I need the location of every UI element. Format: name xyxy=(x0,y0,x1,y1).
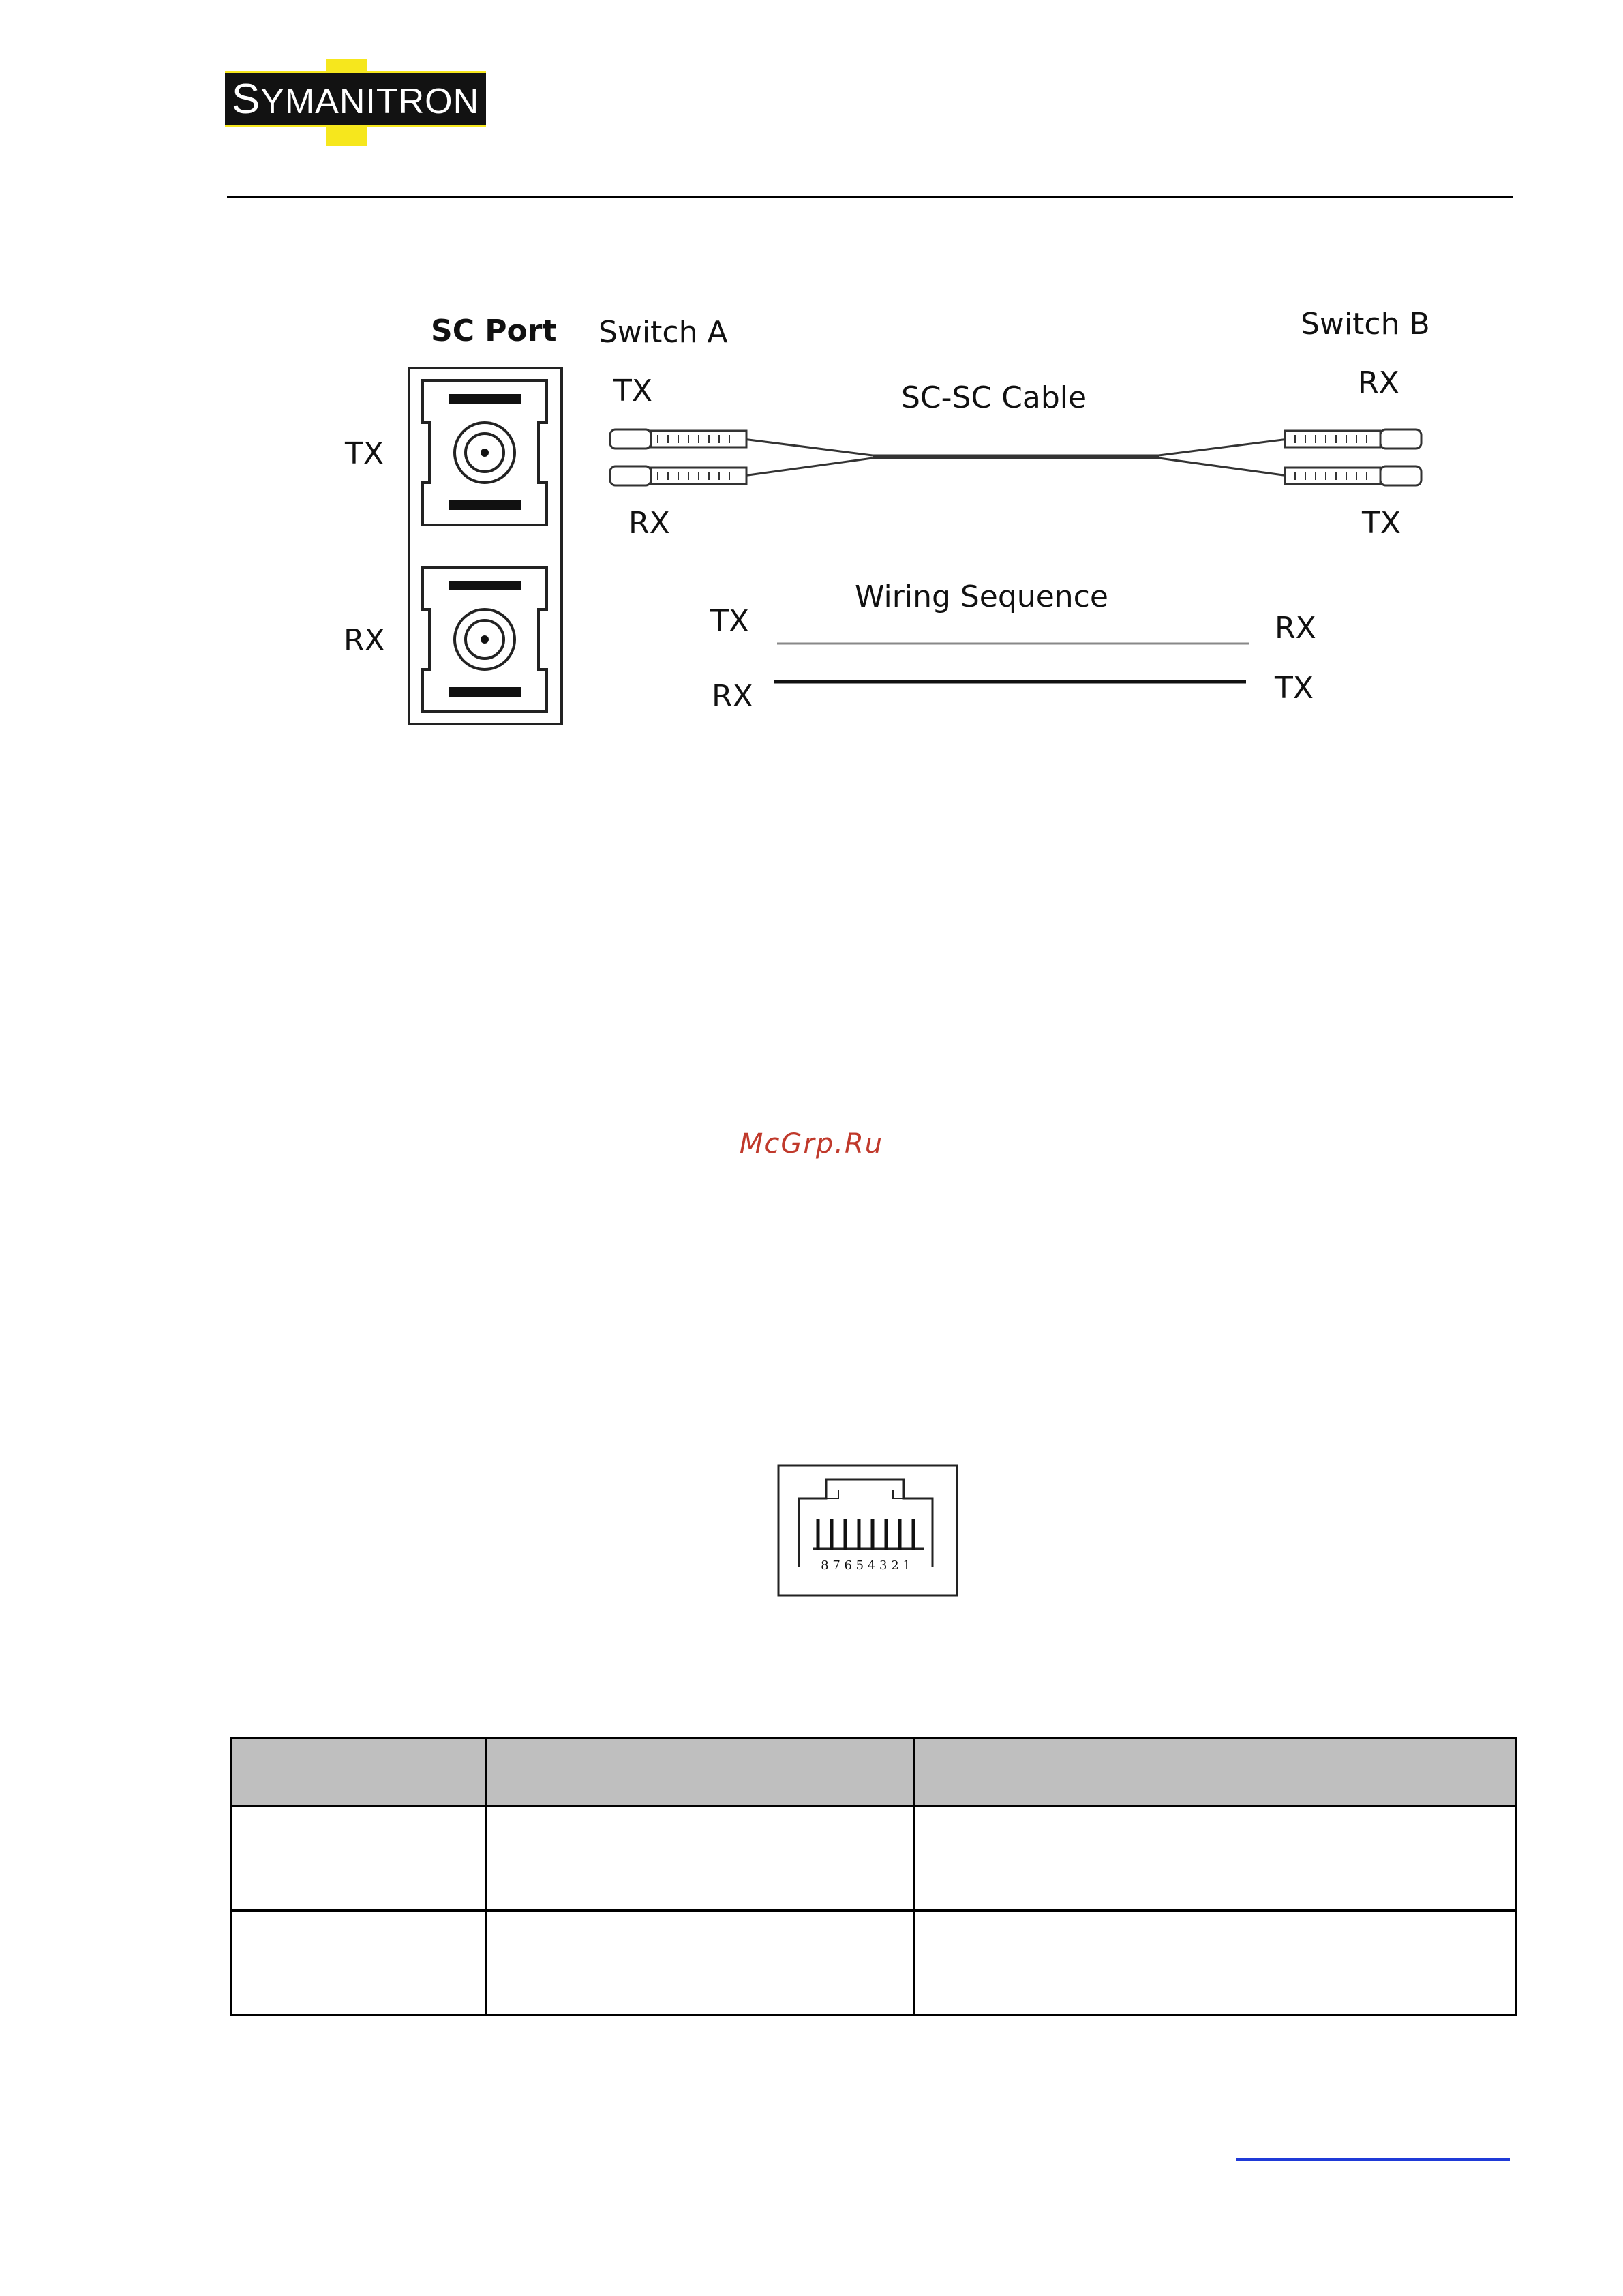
table-header-cell xyxy=(232,1738,487,1807)
cable-label: SC-SC Cable xyxy=(901,380,1087,415)
sequence-right-tx: TX xyxy=(1275,671,1314,706)
rj45-port-drawing xyxy=(777,1464,958,1598)
header-divider xyxy=(227,196,1513,198)
port-tx-label: TX xyxy=(345,436,384,471)
port-rx-label: RX xyxy=(344,623,385,658)
table-cell xyxy=(914,1911,1517,2015)
sc-fiber-diagram xyxy=(334,300,1452,736)
pin-assignment-table xyxy=(230,1737,1517,2016)
sequence-left-tx: TX xyxy=(710,604,750,639)
table-row xyxy=(232,1807,1517,1911)
sc-port-title: SC Port xyxy=(431,314,557,348)
table-row xyxy=(232,1911,1517,2015)
switch-a-rx-label: RX xyxy=(628,506,670,541)
table-cell xyxy=(914,1807,1517,1911)
rj45-port-diagram xyxy=(777,1464,958,1598)
table-cell xyxy=(232,1911,487,2015)
switch-b-label: Switch B xyxy=(1301,307,1430,342)
sequence-left-rx: RX xyxy=(712,679,753,714)
switch-b-rx-label: RX xyxy=(1358,365,1399,400)
table-header-cell xyxy=(487,1738,914,1807)
switch-b-tx-label: TX xyxy=(1362,506,1401,541)
footer-link[interactable] xyxy=(1236,2158,1510,2161)
rj45-pin-numbers: 8 7 6 5 4 3 2 1 xyxy=(821,1558,911,1573)
logo-bar-bottom xyxy=(326,127,367,146)
watermark-text: McGrp.Ru xyxy=(739,1128,884,1160)
table-cell xyxy=(487,1807,914,1911)
switch-a-tx-label: TX xyxy=(613,374,653,408)
sequence-right-rx: RX xyxy=(1275,611,1316,646)
logo-text: SYMANITRON xyxy=(231,75,480,123)
table-cell xyxy=(487,1911,914,2015)
table-header-row xyxy=(232,1738,1517,1807)
table-cell xyxy=(232,1807,487,1911)
switch-a-label: Switch A xyxy=(598,315,728,350)
wiring-sequence-title: Wiring Sequence xyxy=(855,579,1108,614)
table-header-cell xyxy=(914,1738,1517,1807)
sc-sc-cable-drawing xyxy=(743,439,1288,476)
logo-box xyxy=(225,71,486,127)
